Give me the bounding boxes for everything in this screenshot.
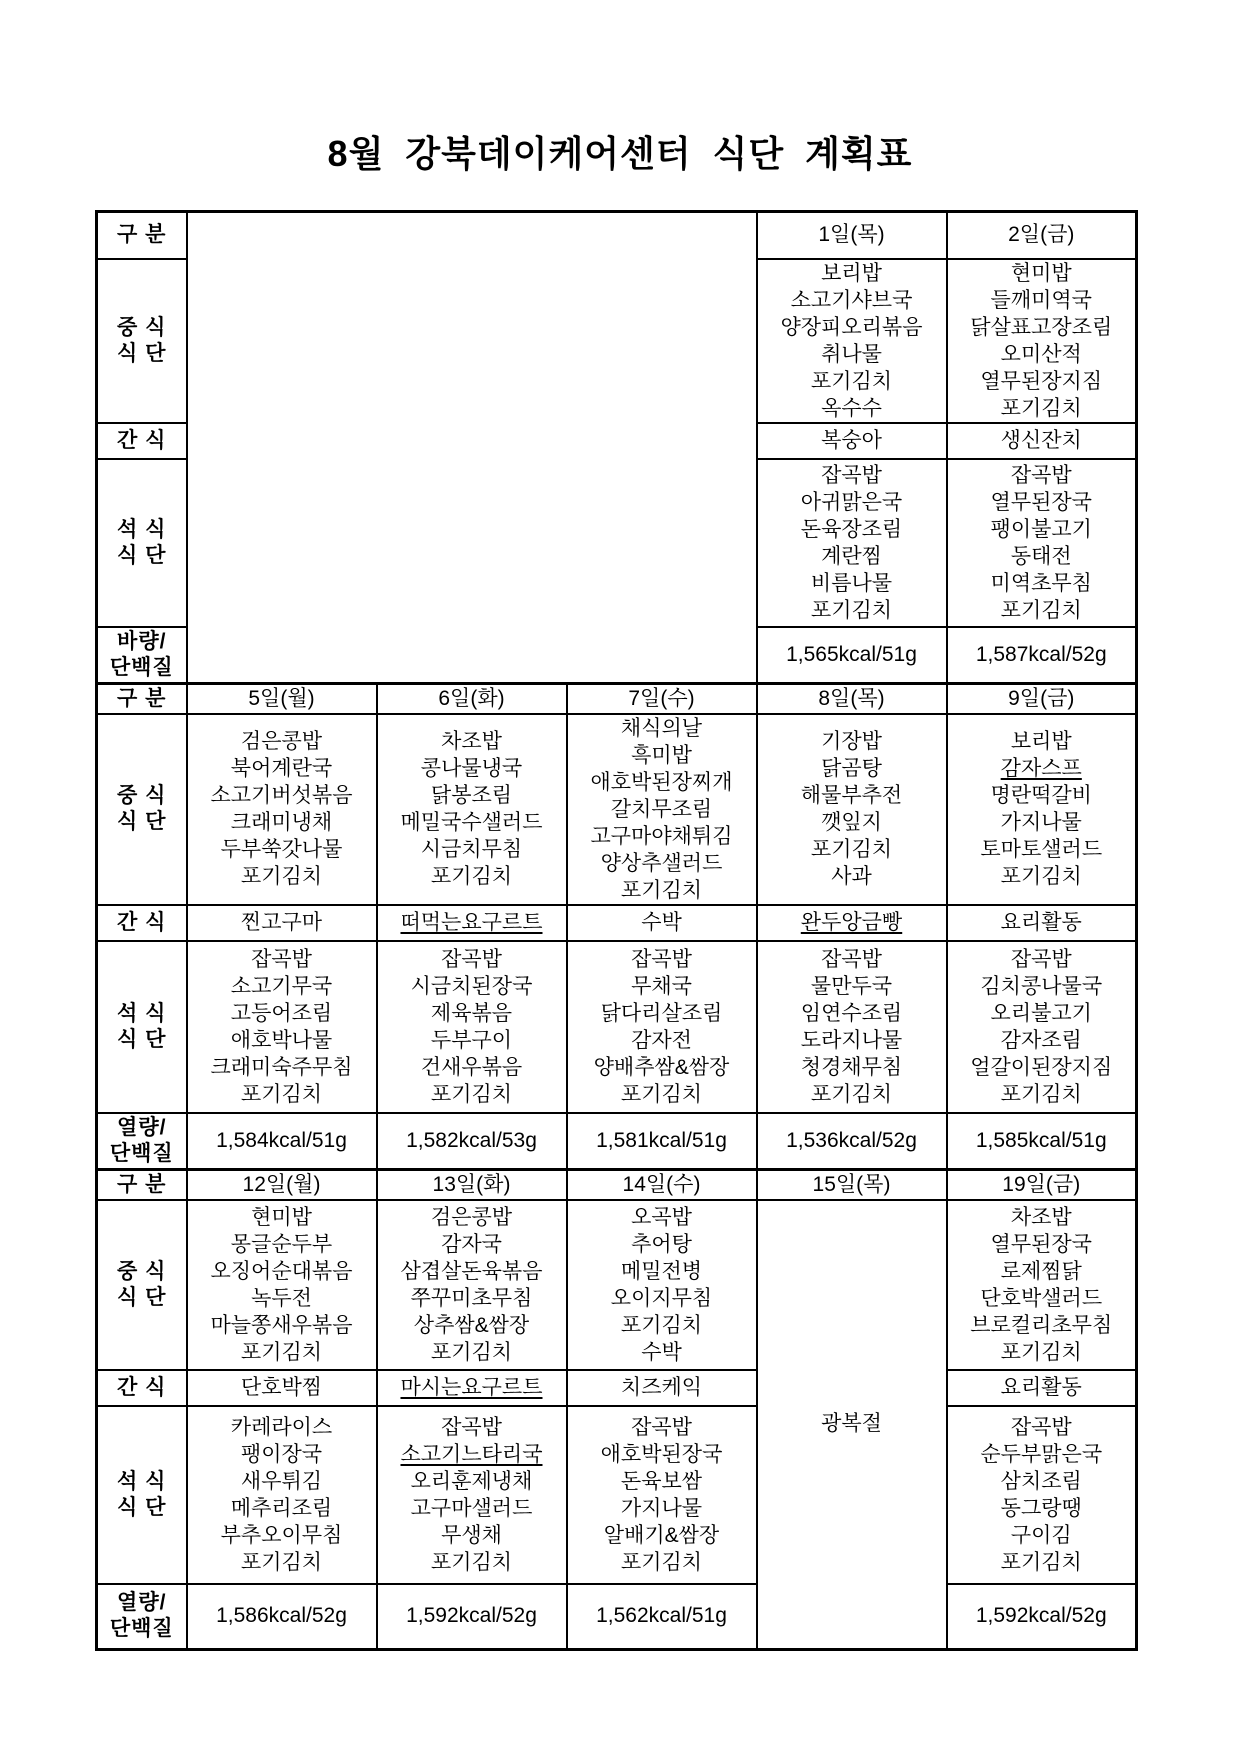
lunch-menu-cell: 기장밥 닭곰탕 해물부추전 깻잎지 포기김치 사과 bbox=[757, 714, 947, 905]
snack-cell: 완두앙금빵 bbox=[757, 905, 947, 941]
day-header-5: 5일(월) bbox=[187, 684, 377, 714]
day-header-9: 9일(금) bbox=[947, 684, 1137, 714]
lunch-menu-cell: 현미밥 들깨미역국 닭살표고장조림 오미산적 열무된장지짐 포기김치 bbox=[947, 259, 1137, 423]
label-snack: 간 식 bbox=[97, 423, 187, 459]
lunch-menu-cell: 보리밥 감자스프 명란떡갈비 가지나물 토마토샐러드 포기김치 bbox=[947, 714, 1137, 905]
dinner-menu-cell: 잡곡밥 김치콩나물국 오리불고기 감자조림 얼갈이된장지짐 포기김치 bbox=[947, 941, 1137, 1113]
dinner-menu-cell: 잡곡밥 아귀맑은국 돈육장조림 계란찜 비름나물 포기김치 bbox=[757, 459, 947, 627]
snack-cell: 복숭아 bbox=[757, 423, 947, 459]
lunch-menu-cell: 차조밥 콩나물냉국 닭봉조림 메밀국수샐러드 시금치무침 포기김치 bbox=[377, 714, 567, 905]
label-snack: 간 식 bbox=[97, 905, 187, 941]
energy-cell: 1,585kcal/51g bbox=[947, 1113, 1137, 1170]
snack-cell: 찐고구마 bbox=[187, 905, 377, 941]
label-category: 구 분 bbox=[97, 1170, 187, 1200]
day-header-2: 2일(금) bbox=[947, 212, 1137, 259]
day-header-19: 19일(금) bbox=[947, 1170, 1137, 1200]
day-header-6: 6일(화) bbox=[377, 684, 567, 714]
label-category: 구 분 bbox=[97, 212, 187, 259]
dinner-menu-cell: 카레라이스 팽이장국 새우튀김 메추리조림 부추오이무침 포기김치 bbox=[187, 1406, 377, 1584]
day-header-12: 12일(월) bbox=[187, 1170, 377, 1200]
lunch-menu-cell: 보리밥 소고기샤브국 양장피오리볶음 취나물 포기김치 옥수수 bbox=[757, 259, 947, 423]
day-header-1: 1일(목) bbox=[757, 212, 947, 259]
dinner-menu-cell: 잡곡밥 물만두국 임연수조림 도라지나물 청경채무침 포기김치 bbox=[757, 941, 947, 1113]
energy-cell: 1,582kcal/53g bbox=[377, 1113, 567, 1170]
energy-cell: 1,581kcal/51g bbox=[567, 1113, 757, 1170]
label-energy: 열량/ 단백질 bbox=[97, 1584, 187, 1650]
holiday-cell: 광복절 bbox=[757, 1200, 947, 1650]
day-header-14: 14일(수) bbox=[567, 1170, 757, 1200]
dinner-menu-cell: 잡곡밥 시금치된장국 제육볶음 두부구이 건새우볶음 포기김치 bbox=[377, 941, 567, 1113]
snack-cell: 단호박찜 bbox=[187, 1370, 377, 1406]
energy-cell: 1,565kcal/51g bbox=[757, 627, 947, 684]
label-dinner: 석 식 식 단 bbox=[97, 459, 187, 627]
lunch-menu-cell: 검은콩밥 감자국 삼겹살돈육볶음 쭈꾸미초무침 상추쌈&쌈장 포기김치 bbox=[377, 1200, 567, 1370]
snack-cell: 수박 bbox=[567, 905, 757, 941]
dinner-menu-cell: 잡곡밥 무채국 닭다리살조림 감자전 양배추쌈&쌈장 포기김치 bbox=[567, 941, 757, 1113]
label-energy: 열량/ 단백질 bbox=[97, 1113, 187, 1170]
label-snack: 간 식 bbox=[97, 1370, 187, 1406]
dinner-menu-cell: 잡곡밥 애호박된장국 돈육보쌈 가지나물 알배기&쌈장 포기김치 bbox=[567, 1406, 757, 1584]
lunch-menu-cell: 차조밥 열무된장국 로제찜닭 단호박샐러드 브로컬리초무침 포기김치 bbox=[947, 1200, 1137, 1370]
snack-cell: 요리활동 bbox=[947, 905, 1137, 941]
lunch-menu-cell: 채식의날 흑미밥 애호박된장찌개 갈치무조림 고구마야채튀김 양상추샐러드 포기김치 bbox=[567, 714, 757, 905]
energy-cell: 1,587kcal/52g bbox=[947, 627, 1137, 684]
energy-cell: 1,584kcal/51g bbox=[187, 1113, 377, 1170]
dinner-menu-cell: 잡곡밥 소고기무국 고등어조림 애호박나물 크래미숙주무침 포기김치 bbox=[187, 941, 377, 1113]
snack-cell: 떠먹는요구르트 bbox=[377, 905, 567, 941]
label-lunch: 중 식 식 단 bbox=[97, 714, 187, 905]
page-title: 8월 강북데이케어센터 식단 계획표 bbox=[327, 133, 913, 174]
snack-cell: 마시는요구르트 bbox=[377, 1370, 567, 1406]
label-dinner: 석 식 식 단 bbox=[97, 1406, 187, 1584]
lunch-menu-cell: 검은콩밥 북어계란국 소고기버섯볶음 크래미냉채 두부쑥갓나물 포기김치 bbox=[187, 714, 377, 905]
energy-cell: 1,592kcal/52g bbox=[377, 1584, 567, 1650]
snack-cell: 생신잔치 bbox=[947, 423, 1137, 459]
day-header-15: 15일(목) bbox=[757, 1170, 947, 1200]
day-header-13: 13일(화) bbox=[377, 1170, 567, 1200]
snack-cell: 요리활동 bbox=[947, 1370, 1137, 1406]
snack-cell: 치즈케익 bbox=[567, 1370, 757, 1406]
lunch-menu-cell: 현미밥 몽글순두부 오징어순대볶음 녹두전 마늘쫑새우볶음 포기김치 bbox=[187, 1200, 377, 1370]
lunch-menu-cell: 오곡밥 추어탕 메밀전병 오이지무침 포기김치 수박 bbox=[567, 1200, 757, 1370]
energy-cell: 1,592kcal/52g bbox=[947, 1584, 1137, 1650]
dinner-menu-cell: 잡곡밥 열무된장국 팽이불고기 동태전 미역초무침 포기김치 bbox=[947, 459, 1137, 627]
day-header-8: 8일(목) bbox=[757, 684, 947, 714]
energy-cell: 1,562kcal/51g bbox=[567, 1584, 757, 1650]
label-dinner: 석 식 식 단 bbox=[97, 941, 187, 1113]
label-lunch: 중 식 식 단 bbox=[97, 259, 187, 423]
empty-cell bbox=[187, 212, 757, 684]
label-lunch: 중 식 식 단 bbox=[97, 1200, 187, 1370]
energy-cell: 1,536kcal/52g bbox=[757, 1113, 947, 1170]
label-category: 구 분 bbox=[97, 684, 187, 714]
day-header-7: 7일(수) bbox=[567, 684, 757, 714]
dinner-menu-cell: 잡곡밥 소고기느타리국 오리훈제냉채 고구마샐러드 무생채 포기김치 bbox=[377, 1406, 567, 1584]
dinner-menu-cell: 잡곡밥 순두부맑은국 삼치조림 동그랑땡 구이김 포기김치 bbox=[947, 1406, 1137, 1584]
meal-plan-table bbox=[95, 210, 1138, 1651]
label-energy: 바량/ 단백질 bbox=[97, 627, 187, 684]
energy-cell: 1,586kcal/52g bbox=[187, 1584, 377, 1650]
